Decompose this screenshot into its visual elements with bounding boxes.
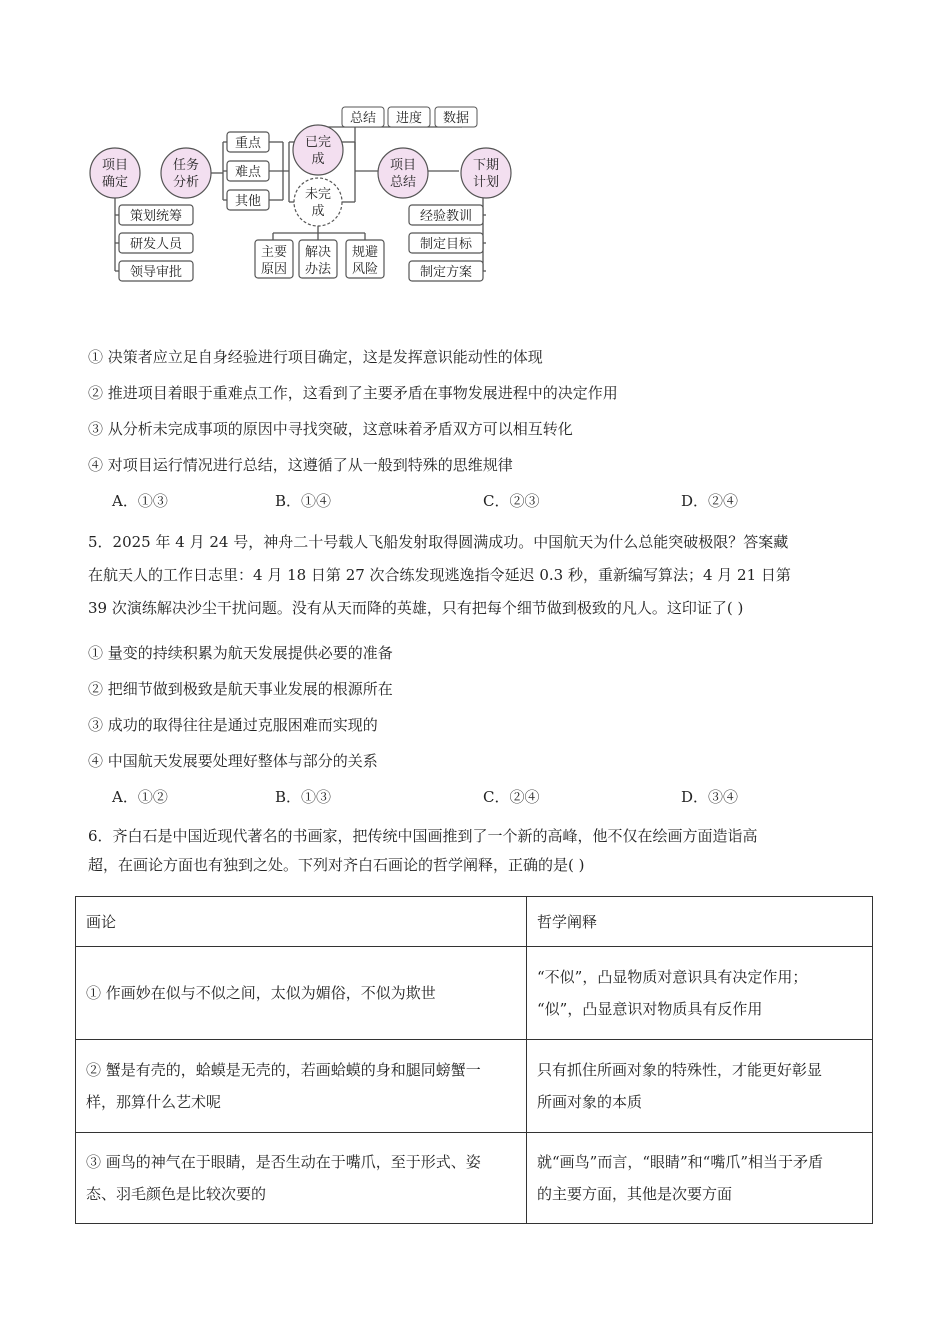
node-project-define: 项目	[101, 158, 129, 173]
row3-theory: ③ 画鸟的神气在于眼睛，是否生动在于嘴爪，至于形式、姿 态、羽毛颜色是比较次要的	[76, 1133, 527, 1224]
uncompleted-item-risk: 规避	[351, 245, 379, 260]
svg-text:成: 成	[311, 204, 325, 219]
row2-explanation: 只有抓住所画对象的特殊性，才能更好彰显 所画对象的本质	[527, 1040, 873, 1133]
q5-statement-1: ① 量变的持续积累为航天发展提供必要的准备	[88, 644, 393, 662]
q5-stem-line-2: 在航天人的工作日志里：4 月 18 日第 27 次合练发现逃逸指令延迟 0.3 秒，重新编写算法；4 月 21 日第	[88, 566, 791, 584]
q5-option-a: A．①②	[112, 788, 168, 806]
q4-option-d: D．②④	[681, 492, 739, 510]
plan-item-goals: 制定目标	[419, 237, 473, 252]
q4-statement-4: ④ 对项目运行情况进行总结，这遵循了从一般到特殊的思维规律	[88, 456, 513, 474]
header-philosophy: 哲学阐释	[527, 897, 873, 947]
svg-text:原因: 原因	[260, 262, 288, 277]
q5-statement-2: ② 把细节做到极致是航天事业发展的根源所在	[88, 680, 393, 698]
top-box-summary: 总结	[349, 111, 377, 126]
define-item-rd: 研发人员	[129, 237, 183, 252]
task-item-other: 其他	[234, 194, 262, 209]
svg-text:风险: 风险	[351, 262, 379, 277]
q5-option-c: C．②④	[483, 788, 540, 806]
plan-item-plans: 制定方案	[419, 265, 473, 280]
task-item-difficult: 难点	[234, 165, 262, 180]
node-uncompleted: 未完	[304, 187, 332, 202]
node-task-analysis: 任务	[172, 158, 200, 173]
node-completed: 已完	[304, 135, 332, 150]
row1-explanation: “不似”，凸显物质对意识具有决定作用； “似”，凸显意识对物质具有反作用	[527, 947, 873, 1040]
node-next-plan: 下期	[472, 158, 500, 173]
uncompleted-item-solution: 解决	[304, 245, 332, 260]
top-box-data: 数据	[442, 111, 470, 126]
q5-option-b: B．①③	[275, 788, 332, 806]
define-item-approval: 领导审批	[129, 265, 183, 280]
svg-text:计划: 计划	[472, 175, 500, 190]
node-project-summary: 项目	[389, 158, 417, 173]
q6-table	[75, 896, 873, 1224]
row2-theory: ② 蟹是有壳的，蛤蟆是无壳的，若画蛤蟆的身和腿同螃蟹一 样，那算什么艺术呢	[76, 1040, 527, 1133]
task-item-key: 重点	[234, 136, 262, 151]
row3-explanation: 就“画鸟”而言，“眼睛”和“嘴爪”相当于矛盾 的主要方面，其他是次要方面	[527, 1133, 873, 1224]
table-header-row	[76, 897, 873, 947]
q6-stem-line-2: 超，在画论方面也有独到之处。下列对齐白石画论的哲学阐释，正确的是( )	[88, 856, 585, 874]
q5-stem-line-3: 39 次演练解决沙尘干扰问题。没有从天而降的英雄，只有把每个细节做到极致的凡人。这印证了( )	[88, 599, 744, 617]
q4-option-a: A．①③	[112, 492, 168, 510]
define-item-planning: 策划统筹	[129, 209, 183, 224]
svg-text:总结: 总结	[389, 175, 417, 190]
q4-statement-3: ③ 从分析未完成事项的原因中寻找突破，这意味着矛盾双方可以相互转化	[88, 420, 573, 438]
svg-text:确定: 确定	[101, 175, 129, 190]
q6-stem-line-1: 6．齐白石是中国近现代著名的书画家，把传统中国画推到了一个新的高峰，他不仅在绘画方面造诣高	[88, 827, 758, 845]
q4-statement-2: ② 推进项目着眼于重难点工作，这看到了主要矛盾在事物发展进程中的决定作用	[88, 384, 618, 402]
q4-option-c: C．②③	[483, 492, 540, 510]
uncompleted-item-cause: 主要	[260, 245, 288, 260]
project-flow-diagram	[85, 105, 525, 285]
top-boxes	[342, 107, 477, 127]
row1-theory: ① 作画妙在似与不似之间，太似为媚俗，不似为欺世	[76, 947, 527, 1040]
q4-option-b: B．①④	[275, 492, 332, 510]
q5-statement-3: ③ 成功的取得往往是通过克服困难而实现的	[88, 716, 378, 734]
header-painting-theory: 画论	[76, 897, 527, 947]
svg-text:分析: 分析	[172, 175, 200, 190]
svg-text:办法: 办法	[304, 262, 332, 277]
svg-text:成: 成	[311, 152, 325, 167]
q5-stem-line-1: 5．2025 年 4 月 24 号，神舟二十号载人飞船发射取得圆满成功。中国航天为什么总能突破极限？答案藏	[88, 533, 789, 551]
top-box-progress: 进度	[395, 111, 423, 126]
q5-statement-4: ④ 中国航天发展要处理好整体与部分的关系	[88, 752, 378, 770]
q5-option-d: D．③④	[681, 788, 739, 806]
plan-item-lessons: 经验教训	[419, 209, 473, 224]
table-row	[76, 1040, 873, 1133]
table-row	[76, 1133, 873, 1224]
q4-statement-1: ① 决策者应立足自身经验进行项目确定，这是发挥意识能动性的体现	[88, 348, 543, 366]
table-row	[76, 947, 873, 1040]
